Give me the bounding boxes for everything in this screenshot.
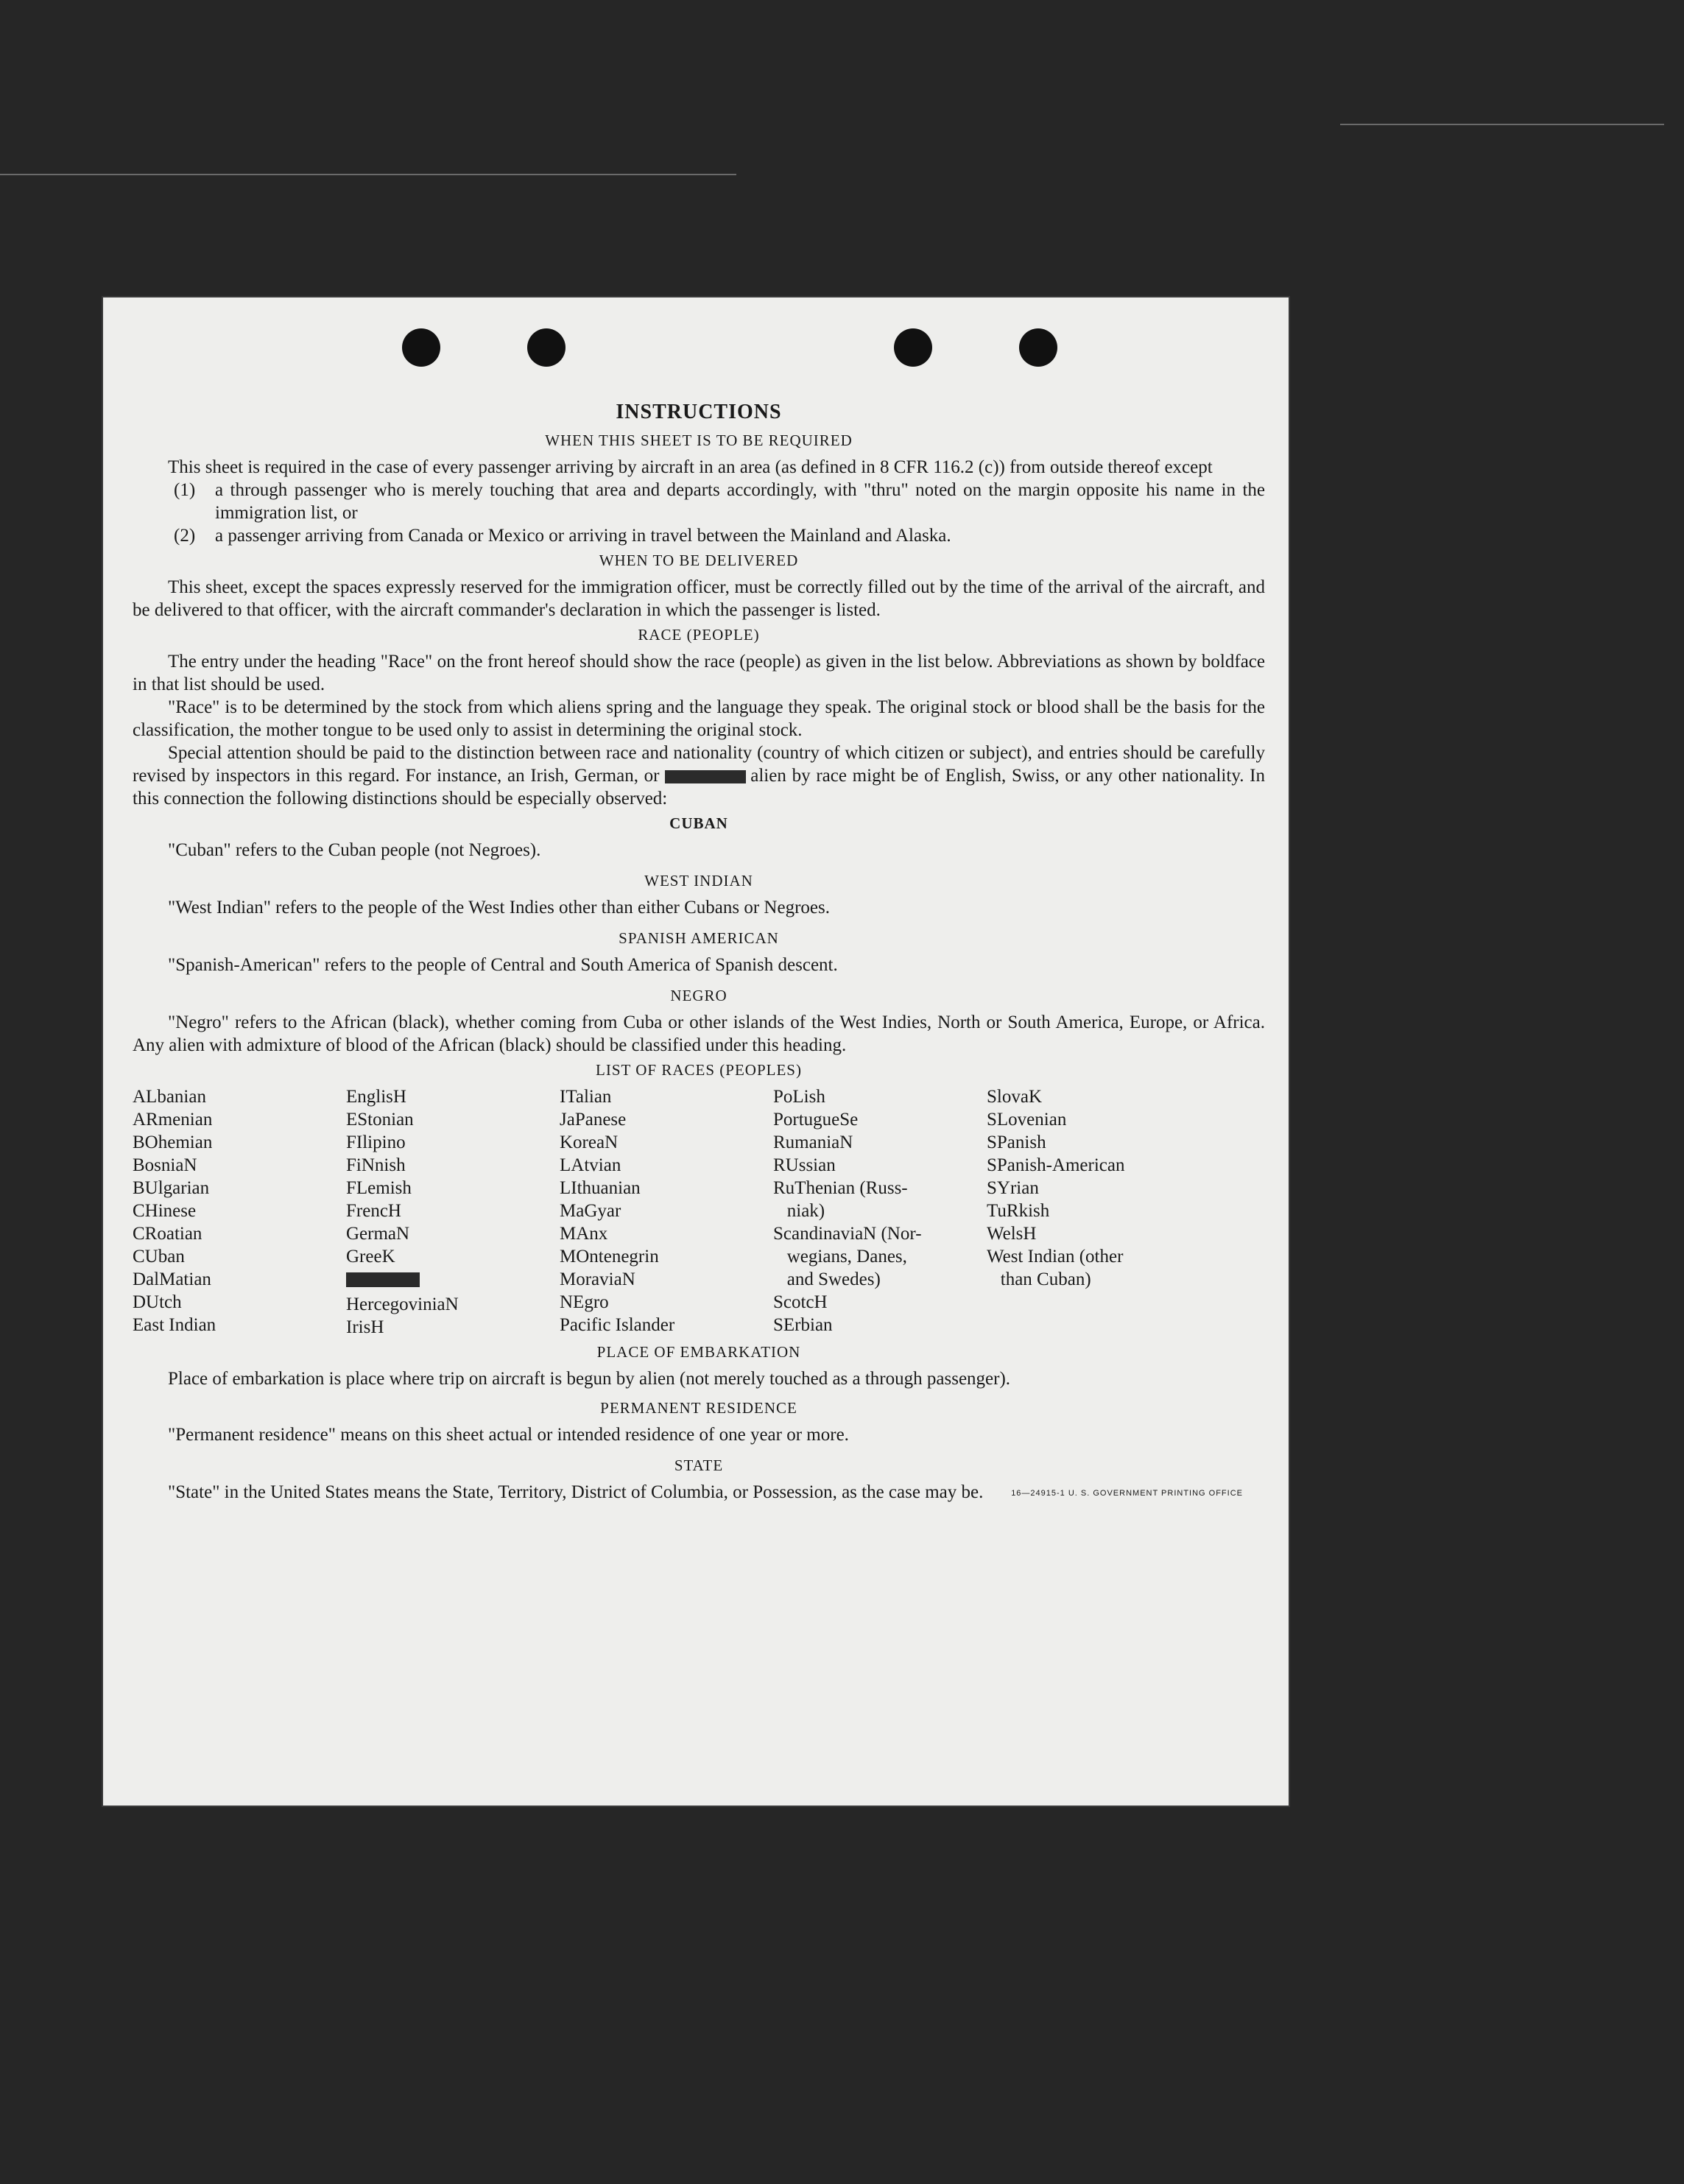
section-heading: NEGRO <box>670 987 727 1004</box>
race-entry: CHinese <box>133 1201 197 1221</box>
item-number: (1) <box>174 480 196 500</box>
races-column <box>560 1085 773 1339</box>
section-heading: CUBAN <box>669 814 728 832</box>
race-entry: TuRkish <box>987 1201 1050 1221</box>
list-item <box>174 479 1265 524</box>
section-text: "Permanent residence" means on this sheet actual or intended residence of one year or more. <box>168 1425 849 1445</box>
race-entry: Pacific Islander <box>560 1315 675 1335</box>
section-text-part: Special attention should be paid to the distinction between race and nationality (country of which citizen or subject), and entries should be carefully revised by inspectors in this regard. For instance, an Irish, German, or <box>133 743 1265 786</box>
page-title: INSTRUCTIONS <box>616 401 782 423</box>
race-entry: and Swedes) <box>773 1269 881 1289</box>
race-entry: West Indian (other <box>987 1247 1124 1267</box>
race-entry: SlovaK <box>987 1087 1042 1107</box>
races-column <box>773 1085 987 1339</box>
punch-hole <box>527 328 566 367</box>
section-text: This sheet is required in the case of every passenger arriving by aircraft in an area (as defined in 8 CFR 116.2 (c)) from outside thereof except <box>168 457 1213 477</box>
races-column <box>987 1085 1200 1339</box>
item-text: a passenger arriving from Canada or Mexico or arriving in travel between the Mainland and Alaska. <box>215 526 951 546</box>
race-entry: EnglisH <box>346 1087 406 1107</box>
section-text: This sheet, except the spaces expressly reserved for the immigration officer, must be correctly filled out by the time of the arrival of the aircraft, and be delivered to that officer, with the aircraft commander's declaration in which the passenger is listed. <box>133 577 1265 620</box>
race-entry: SPanish-American <box>987 1155 1125 1175</box>
document-sheet <box>103 297 1289 1806</box>
section-heading: PERMANENT RESIDENCE <box>600 1399 797 1417</box>
race-entry: ScotcH <box>773 1292 828 1312</box>
races-column <box>346 1085 560 1339</box>
section-text: Place of embarkation is place where trip on aircraft is begun by alien (not merely touched as a through passenger). <box>168 1369 1011 1389</box>
race-entry: DalMatian <box>133 1269 211 1289</box>
races-list <box>133 1085 1265 1339</box>
section-text: "West Indian" refers to the people of the West Indies other than either Cubans or Negroes. <box>168 898 830 917</box>
race-entry: MaGyar <box>560 1201 621 1221</box>
punch-hole <box>1019 328 1057 367</box>
races-column <box>133 1085 346 1339</box>
race-entry: FLemish <box>346 1178 412 1198</box>
race-entry: MAnx <box>560 1224 608 1244</box>
race-entry: IrisH <box>346 1317 384 1337</box>
race-entry: FrencH <box>346 1201 401 1221</box>
race-entry: PortugueSe <box>773 1110 859 1130</box>
section-text: The entry under the heading "Race" on the front hereof should show the race (people) as given in the list below. Abbreviations as shown by boldface in that list should be used. <box>133 652 1265 694</box>
race-entry: BUlgarian <box>133 1178 210 1198</box>
item-number: (2) <box>174 526 196 546</box>
race-entry: CRoatian <box>133 1224 202 1244</box>
list-item <box>174 524 1265 547</box>
race-entry: MoraviaN <box>560 1269 635 1289</box>
race-entry: ITalian <box>560 1087 612 1107</box>
race-entry: PoLish <box>773 1087 825 1107</box>
section-heading: WEST INDIAN <box>644 872 753 890</box>
race-entry: SLovenian <box>987 1110 1067 1130</box>
scan-streak <box>0 174 736 175</box>
race-entry: SYrian <box>987 1178 1039 1198</box>
race-entry: CUban <box>133 1247 185 1267</box>
race-entry: NEgro <box>560 1292 609 1312</box>
race-entry: EStonian <box>346 1110 414 1130</box>
race-entry: FiNnish <box>346 1155 406 1175</box>
section-heading: WHEN THIS SHEET IS TO BE REQUIRED <box>545 431 853 449</box>
section-text: "State" in the United States means the State, Territory, District of Columbia, or Possession, as the case may be. <box>168 1482 984 1502</box>
race-entry: ARmenian <box>133 1110 213 1130</box>
punch-hole <box>402 328 440 367</box>
redaction-mark <box>665 770 746 783</box>
race-entry: RuThenian (Russ- <box>773 1178 908 1198</box>
section-heading: RACE (PEOPLE) <box>638 626 760 644</box>
section-heading: STATE <box>674 1456 724 1474</box>
section-heading: SPANISH AMERICAN <box>619 929 779 947</box>
item-text: a through passenger who is merely touching that area and departs accordingly, with "thru" noted on the margin opposite his name in the immigration list, or <box>215 480 1265 523</box>
race-entry: GermaN <box>346 1224 410 1244</box>
race-entry: BOhemian <box>133 1132 213 1152</box>
race-entry: HercegoviniaN <box>346 1294 459 1314</box>
section-text-part: alien by race might be of English, Swiss, or any other nationality. In this connection the following distinctions should be especially observed: <box>133 766 1266 809</box>
punch-hole <box>894 328 932 367</box>
race-entry: SErbian <box>773 1315 833 1335</box>
race-entry: FIlipino <box>346 1132 406 1152</box>
race-entry: LAtvian <box>560 1155 621 1175</box>
section-text: "Cuban" refers to the Cuban people (not Negroes). <box>168 840 541 860</box>
section-text: "Race" is to be determined by the stock from which aliens spring and the language they speak. The original stock or blood shall be the basis for the classification, the mother tongue to be used only to assist in determining the original stock. <box>133 697 1265 740</box>
race-entry: East Indian <box>133 1315 216 1335</box>
race-entry: than Cuban) <box>987 1269 1091 1289</box>
race-entry: ScandinaviaN (Nor- <box>773 1224 922 1244</box>
race-entry: RumaniaN <box>773 1132 853 1152</box>
section-heading: LIST OF RACES (PEOPLES) <box>596 1061 802 1079</box>
race-entry: wegians, Danes, <box>773 1247 907 1267</box>
race-entry: WelsH <box>987 1224 1037 1244</box>
section-text: "Negro" refers to the African (black), whether coming from Cuba or other islands of the West Indies, North or South America, Europe, or Africa. Any alien with admixture of blood of the African (black) should be classified under this heading. <box>133 1012 1265 1055</box>
race-entry: RUssian <box>773 1155 836 1175</box>
document-content <box>133 401 1266 1502</box>
redaction-mark <box>346 1272 420 1287</box>
race-entry: JaPanese <box>560 1110 627 1130</box>
race-entry: GreeK <box>346 1247 395 1267</box>
section-text: "Spanish-American" refers to the people of Central and South America of Spanish descent. <box>168 955 838 975</box>
printer-imprint: 16—24915-1 U. S. GOVERNMENT PRINTING OFFICE <box>1011 1489 1243 1498</box>
races-column-part <box>346 1085 560 1268</box>
race-entry: DUtch <box>133 1292 182 1312</box>
race-entry: BosniaN <box>133 1155 197 1175</box>
race-entry: ALbanian <box>133 1087 206 1107</box>
race-entry: MOntenegrin <box>560 1247 659 1267</box>
race-entry: LIthuanian <box>560 1178 641 1198</box>
races-column-part <box>346 1293 560 1339</box>
section-heading: PLACE OF EMBARKATION <box>596 1343 801 1361</box>
scan-streak <box>1340 124 1664 125</box>
race-entry: KoreaN <box>560 1132 619 1152</box>
race-entry: niak) <box>773 1201 825 1221</box>
race-entry: SPanish <box>987 1132 1046 1152</box>
section-heading: WHEN TO BE DELIVERED <box>599 552 799 569</box>
section-text <box>133 741 1265 810</box>
